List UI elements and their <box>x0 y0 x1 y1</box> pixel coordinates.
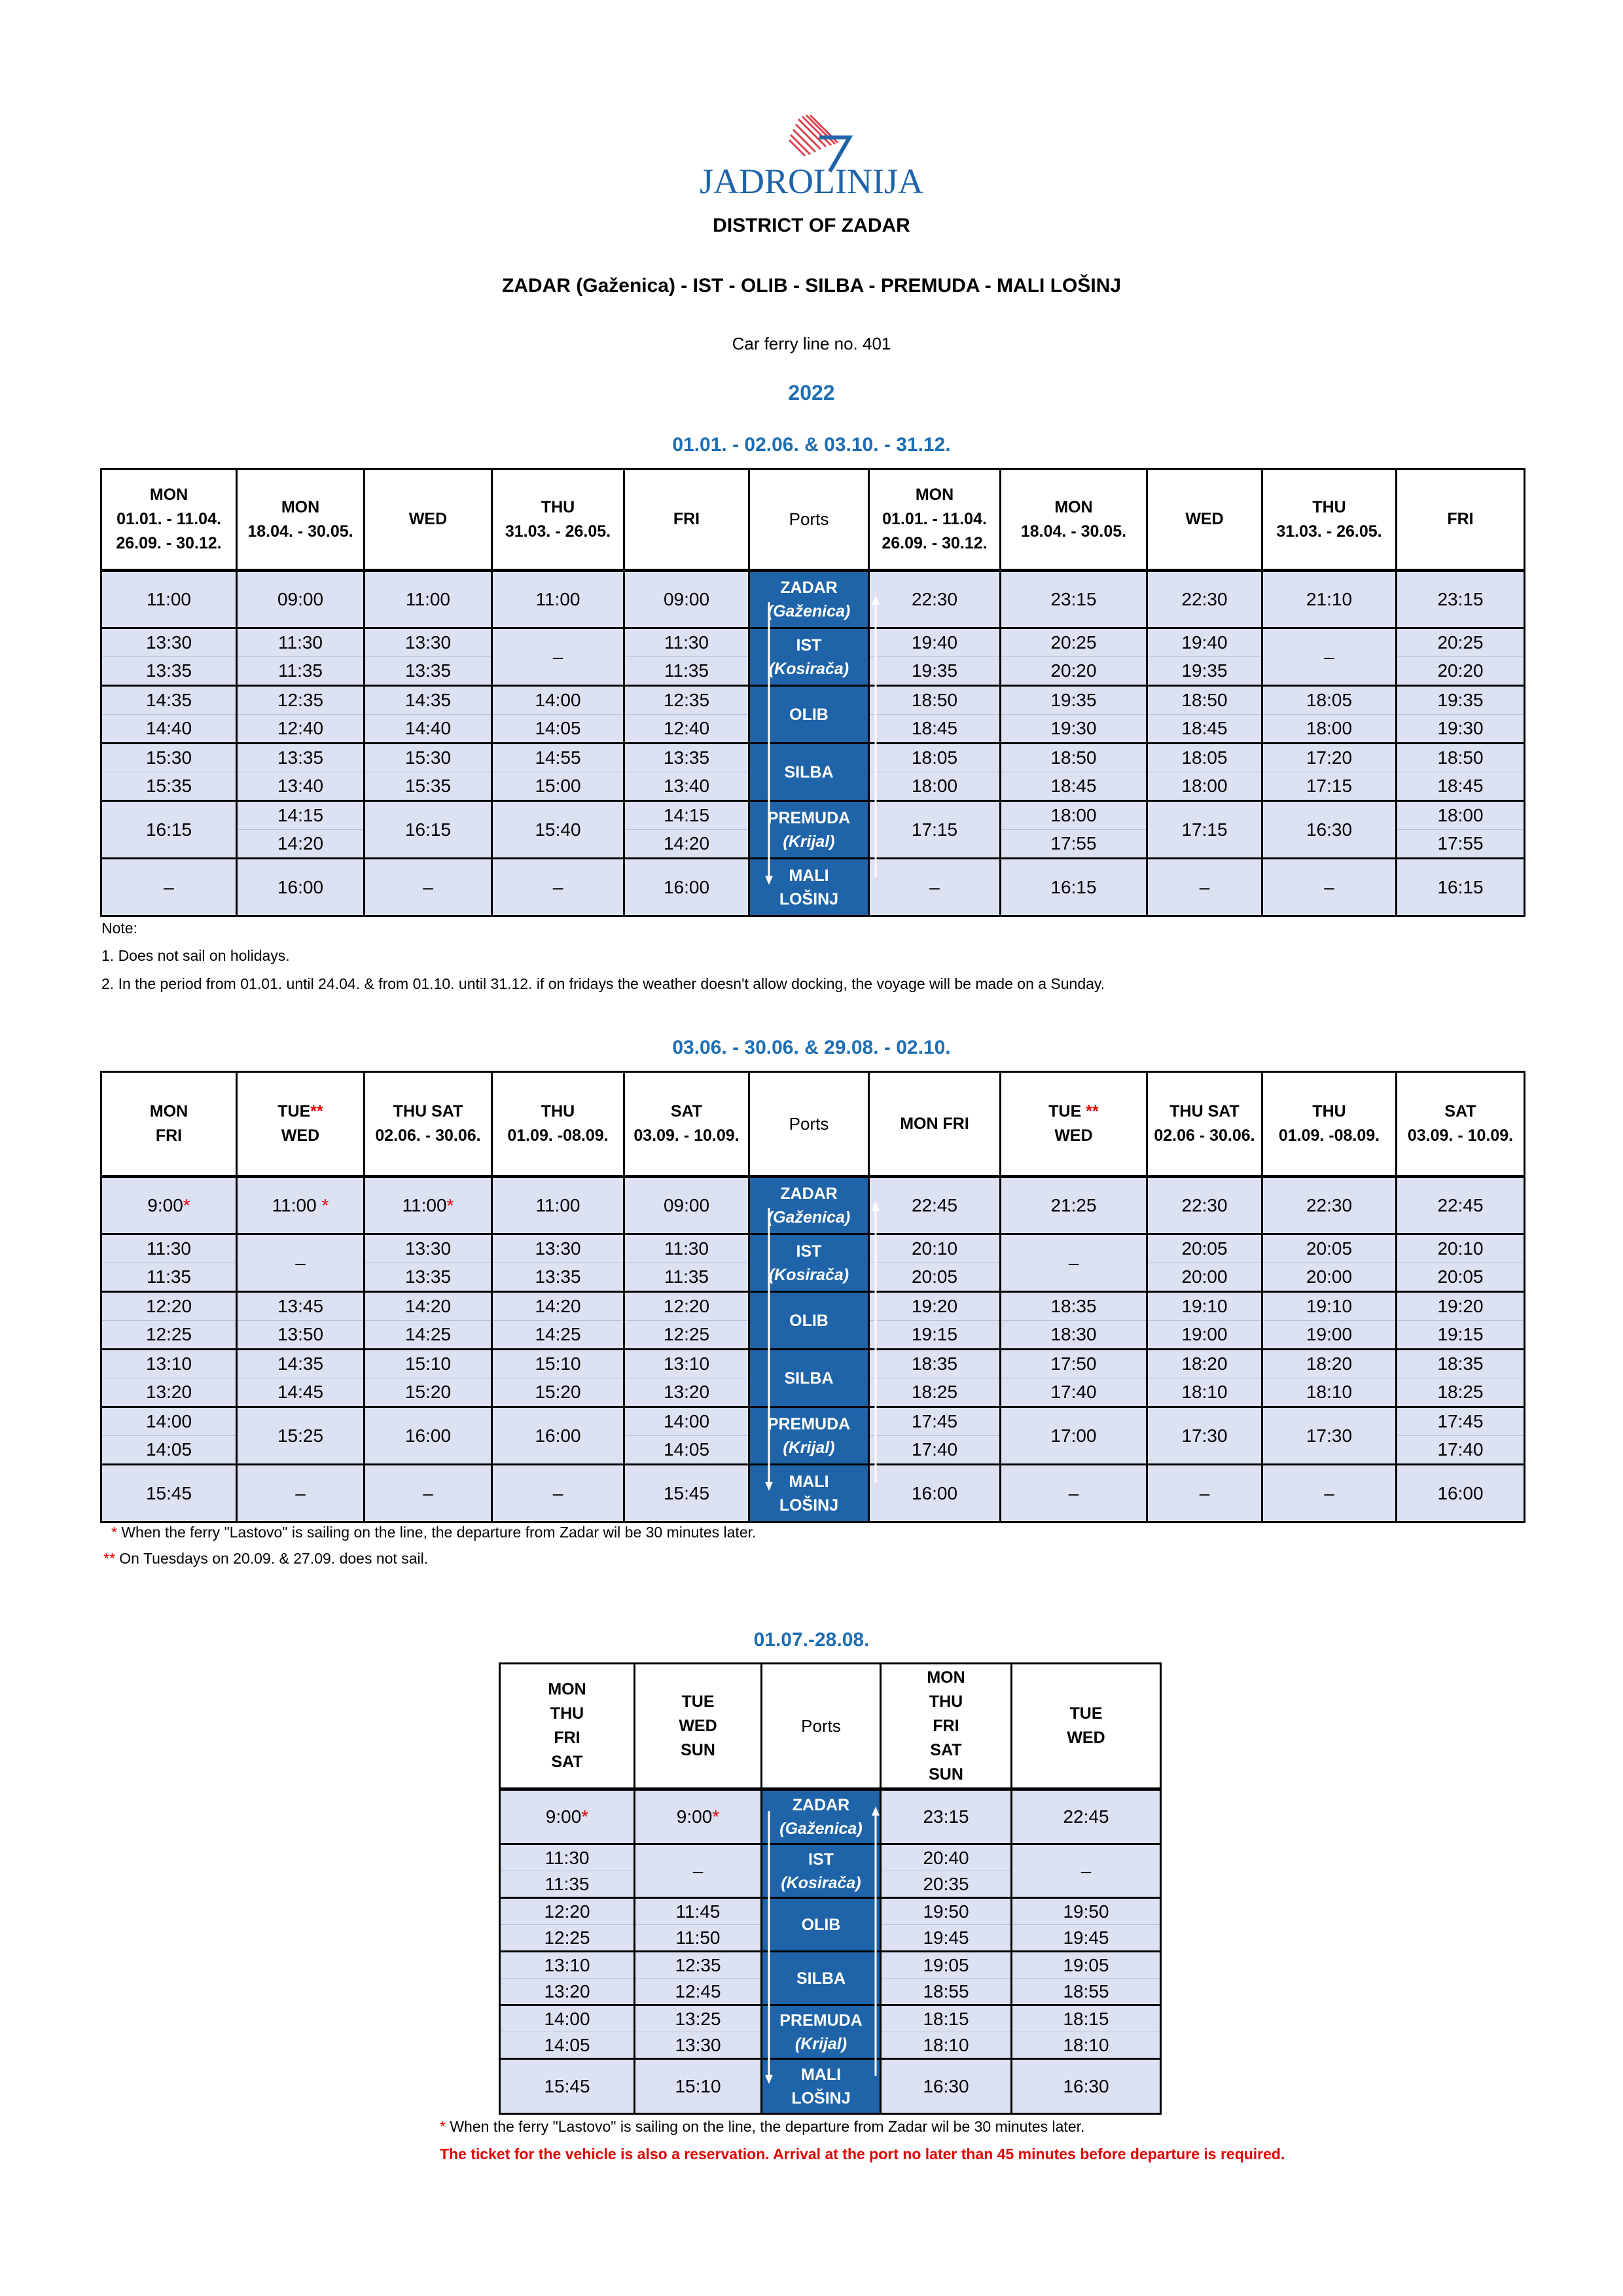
time-cell: 13:40 <box>237 772 365 801</box>
time-cell: 14:25 <box>492 1321 624 1350</box>
down-arrowhead <box>765 2075 773 2084</box>
time-cell: 09:00 <box>237 571 365 628</box>
col-header: WED <box>365 469 492 571</box>
time-cell: 20:40 <box>881 1844 1012 1871</box>
time-cell: 15:45 <box>500 2059 635 2114</box>
time-cell: 18:45 <box>869 715 1001 744</box>
col-header: WED <box>1147 469 1262 571</box>
col-header: THU 01.09. -08.09. <box>492 1072 624 1177</box>
time-cell: 17:30 <box>1262 1407 1397 1465</box>
time-cell: 20:20 <box>1001 657 1147 686</box>
time-cell: 15:25 <box>237 1407 365 1465</box>
port-silba: SILBA <box>749 744 869 801</box>
time-cell: 19:30 <box>1001 715 1147 744</box>
time-cell: – <box>1147 1465 1262 1522</box>
port-silba: SILBA <box>749 1350 869 1407</box>
t2-period: 03.06. - 30.06. & 29.08. - 02.10. <box>672 1037 951 1058</box>
time-cell: 18:05 <box>1147 744 1262 772</box>
time-cell: 19:05 <box>881 1952 1012 1979</box>
time-cell: 13:35 <box>237 744 365 772</box>
time-cell: 11:00 <box>492 571 624 628</box>
time-cell: 11:00 * <box>237 1177 365 1234</box>
time-cell: 21:25 <box>1001 1177 1147 1234</box>
time-cell: 17:30 <box>1147 1407 1262 1465</box>
time-cell: 17:50 <box>1001 1350 1147 1378</box>
time-cell: 11:00 <box>101 571 237 628</box>
time-cell: 13:10 <box>624 1350 749 1378</box>
time-cell: 15:20 <box>492 1378 624 1407</box>
up-arrowhead <box>872 1806 880 1816</box>
time-cell: 18:05 <box>869 744 1001 772</box>
time-cell: 22:30 <box>1262 1177 1397 1234</box>
time-cell: 18:50 <box>1397 744 1525 772</box>
time-cell: 23:15 <box>1001 571 1147 628</box>
time-cell: – <box>365 1465 492 1522</box>
t2-note-2: ** On Tuesdays on 20.09. & 27.09. does not sail. <box>103 1550 429 1567</box>
time-cell: 15:10 <box>365 1350 492 1378</box>
time-cell: 11:35 <box>237 657 365 686</box>
time-cell: 19:15 <box>869 1321 1001 1350</box>
time-cell: 19:15 <box>1397 1321 1525 1350</box>
time-cell: – <box>237 1465 365 1522</box>
down-arrowhead <box>765 876 773 885</box>
time-cell: 12:25 <box>500 1925 635 1952</box>
time-cell: 12:20 <box>624 1292 749 1321</box>
time-cell: 18:20 <box>1147 1350 1262 1378</box>
port-mali-losinj: MALI LOŠINJ <box>762 2059 881 2114</box>
time-cell: 12:40 <box>624 715 749 744</box>
time-cell: 13:30 <box>635 2032 762 2059</box>
time-cell: 18:00 <box>1001 801 1147 830</box>
time-cell: 13:20 <box>624 1378 749 1407</box>
col-header: TUE ** WED <box>1001 1072 1147 1177</box>
col-header: TUE WED <box>1012 1664 1161 1789</box>
up-arrowhead <box>872 1202 880 1211</box>
time-cell: 16:00 <box>624 859 749 916</box>
time-cell: 16:00 <box>237 859 365 916</box>
port-premuda: PREMUDA (Krijal) <box>762 2005 881 2059</box>
time-cell: 19:40 <box>869 628 1001 657</box>
direction-arrows <box>760 1801 885 2089</box>
time-cell: 11:35 <box>624 657 749 686</box>
time-cell: 11:00 <box>365 571 492 628</box>
time-cell: 12:25 <box>624 1321 749 1350</box>
time-cell: – <box>1262 628 1397 686</box>
header-row <box>500 1664 1161 1789</box>
time-cell: 20:05 <box>869 1263 1001 1292</box>
time-cell: 18:35 <box>869 1350 1001 1378</box>
time-cell: 18:00 <box>869 772 1001 801</box>
time-cell: 11:35 <box>500 1871 635 1898</box>
time-cell: 11:30 <box>101 1234 237 1263</box>
time-cell: 13:35 <box>365 1263 492 1292</box>
time-cell: 16:00 <box>869 1465 1001 1522</box>
time-cell: 19:35 <box>1001 686 1147 715</box>
time-cell: 13:10 <box>101 1350 237 1378</box>
time-cell: 18:15 <box>881 2005 1012 2032</box>
time-cell: 13:30 <box>365 1234 492 1263</box>
time-cell: 14:20 <box>365 1292 492 1321</box>
time-cell: 16:15 <box>365 801 492 859</box>
time-cell: 19:30 <box>1397 715 1525 744</box>
time-cell: 15:20 <box>365 1378 492 1407</box>
col-header: MON THU FRI SAT SUN <box>881 1664 1012 1789</box>
time-cell: 23:15 <box>1397 571 1525 628</box>
ports-header: Ports <box>749 469 869 571</box>
time-cell: 17:15 <box>869 801 1001 859</box>
time-cell: 15:30 <box>101 744 237 772</box>
time-cell: 11:35 <box>101 1263 237 1292</box>
time-cell: 13:30 <box>492 1234 624 1263</box>
time-cell: – <box>635 1844 762 1898</box>
time-cell: 9:00* <box>101 1177 237 1234</box>
col-header: FRI <box>624 469 749 571</box>
time-cell: 19:45 <box>881 1925 1012 1952</box>
time-cell: 18:50 <box>869 686 1001 715</box>
time-cell: 11:30 <box>237 628 365 657</box>
time-cell: 17:45 <box>869 1407 1001 1436</box>
time-cell: 14:35 <box>101 686 237 715</box>
time-cell: – <box>1262 1465 1397 1522</box>
time-cell: 19:10 <box>1262 1292 1397 1321</box>
time-cell: 13:20 <box>500 1979 635 2005</box>
time-cell: 14:40 <box>101 715 237 744</box>
time-cell: 19:35 <box>1147 657 1262 686</box>
time-cell: – <box>1001 1234 1147 1292</box>
col-header: THU 01.09. -08.09. <box>1262 1072 1397 1177</box>
port-ist: IST (Kosirača) <box>762 1844 881 1898</box>
district-title: DISTRICT OF ZADAR <box>713 215 910 236</box>
time-cell: 18:45 <box>1147 715 1262 744</box>
t3-period: 01.07.-28.08. <box>753 1629 870 1651</box>
col-header: FRI <box>1397 469 1525 571</box>
route-title: ZADAR (Gaženica) - IST - OLIB - SILBA - PREMUDA - MALI LOŠINJ <box>501 275 1122 296</box>
time-cell: 17:20 <box>1262 744 1397 772</box>
time-cell: 16:15 <box>1001 859 1147 916</box>
time-cell: 19:40 <box>1147 628 1262 657</box>
direction-arrows <box>760 589 885 890</box>
col-header: MON 01.01. - 11.04. 26.09. - 30.12. <box>101 469 237 571</box>
direction-arrows <box>760 1195 885 1496</box>
port-zadar: ZADAR (Gaženica) <box>762 1789 881 1844</box>
ports-header: Ports <box>762 1664 881 1789</box>
port-premuda: PREMUDA (Krijal) <box>749 801 869 859</box>
port-olib: OLIB <box>749 1292 869 1350</box>
col-header: MON 18.04. - 30.05. <box>1001 469 1147 571</box>
time-cell: 17:40 <box>869 1436 1001 1465</box>
time-cell: 14:15 <box>237 801 365 830</box>
time-cell: 20:35 <box>881 1871 1012 1898</box>
up-arrowhead <box>872 596 880 605</box>
time-cell: 22:45 <box>1012 1789 1161 1844</box>
logo-text: JADROLINIJA <box>700 162 923 201</box>
time-cell: 13:40 <box>624 772 749 801</box>
time-cell: 09:00 <box>624 571 749 628</box>
time-cell: – <box>1262 859 1397 916</box>
time-cell: 18:10 <box>1012 2032 1161 2059</box>
time-cell: 13:30 <box>365 628 492 657</box>
time-cell: 20:05 <box>1397 1263 1525 1292</box>
time-cell: 18:45 <box>1001 772 1147 801</box>
time-cell: 18:10 <box>881 2032 1012 2059</box>
port-olib: OLIB <box>762 1898 881 1952</box>
time-cell: – <box>237 1234 365 1292</box>
time-cell: 20:10 <box>1397 1234 1525 1263</box>
time-cell: 14:00 <box>500 2005 635 2032</box>
time-cell: – <box>1012 1844 1161 1898</box>
time-cell: 16:00 <box>492 1407 624 1465</box>
time-cell: 19:50 <box>1012 1898 1161 1925</box>
time-cell: – <box>1147 859 1262 916</box>
time-cell: 20:05 <box>1147 1234 1262 1263</box>
time-cell: 20:25 <box>1397 628 1525 657</box>
port-zadar: ZADAR (Gaženica) <box>749 571 869 628</box>
time-cell: 16:00 <box>1397 1465 1525 1522</box>
time-cell: 15:10 <box>635 2059 762 2114</box>
time-cell: 11:00* <box>365 1177 492 1234</box>
time-cell: 21:10 <box>1262 571 1397 628</box>
col-header: TUE** WED <box>237 1072 365 1177</box>
time-cell: 16:15 <box>1397 859 1525 916</box>
time-cell: 11:45 <box>635 1898 762 1925</box>
time-cell: 20:20 <box>1397 657 1525 686</box>
time-cell: 14:20 <box>624 830 749 859</box>
time-cell: 18:00 <box>1147 772 1262 801</box>
time-cell: 16:15 <box>101 801 237 859</box>
time-cell: 17:45 <box>1397 1407 1525 1436</box>
year: 2022 <box>788 381 835 404</box>
time-cell: 12:25 <box>101 1321 237 1350</box>
time-cell: 14:35 <box>237 1350 365 1378</box>
time-cell: 15:00 <box>492 772 624 801</box>
time-cell: 19:35 <box>1397 686 1525 715</box>
time-cell: 18:45 <box>1397 772 1525 801</box>
time-cell: 22:45 <box>869 1177 1001 1234</box>
col-header: MON FRI <box>101 1072 237 1177</box>
time-cell: 17:15 <box>1147 801 1262 859</box>
time-cell: 11:00 <box>492 1177 624 1234</box>
header-row <box>101 469 1525 571</box>
time-cell: 19:50 <box>881 1898 1012 1925</box>
port-zadar: ZADAR (Gaženica) <box>749 1177 869 1234</box>
port-premuda: PREMUDA (Krijal) <box>749 1407 869 1465</box>
time-cell: 13:35 <box>624 744 749 772</box>
time-cell: 14:00 <box>624 1407 749 1436</box>
time-cell: 17:15 <box>1262 772 1397 801</box>
col-header: MON 01.01. - 11.04. 26.09. - 30.12. <box>869 469 1001 571</box>
reservation-warning: The ticket for the vehicle is also a reservation. Arrival at the port no later than 45 minutes before departure is required. <box>440 2145 1285 2162</box>
time-cell: 14:35 <box>365 686 492 715</box>
time-cell: 14:55 <box>492 744 624 772</box>
time-cell: 16:30 <box>881 2059 1012 2114</box>
t1-note-1: 1. Does not sail on holidays. <box>101 947 290 964</box>
time-cell: 17:00 <box>1001 1407 1147 1465</box>
time-cell: 19:20 <box>1397 1292 1525 1321</box>
time-cell: 18:05 <box>1262 686 1397 715</box>
time-cell: – <box>869 859 1001 916</box>
time-cell: 14:05 <box>101 1436 237 1465</box>
jadrolinija-logo <box>0 111 1623 216</box>
time-cell: 14:15 <box>624 801 749 830</box>
col-header: MON 18.04. - 30.05. <box>237 469 365 571</box>
time-cell: 20:25 <box>1001 628 1147 657</box>
time-cell: 15:40 <box>492 801 624 859</box>
time-cell: 14:00 <box>492 686 624 715</box>
time-cell: 20:05 <box>1262 1234 1397 1263</box>
time-cell: 19:10 <box>1147 1292 1262 1321</box>
time-cell: 15:35 <box>101 772 237 801</box>
time-cell: – <box>492 1465 624 1522</box>
t2-note-1: * When the ferry "Lastovo" is sailing on the line, the departure from Zadar wil be 30 minutes later. <box>111 1524 757 1541</box>
time-cell: 15:30 <box>365 744 492 772</box>
col-header: MON THU FRI SAT <box>500 1664 635 1789</box>
time-cell: 14:20 <box>492 1292 624 1321</box>
time-cell: – <box>492 628 624 686</box>
time-cell: – <box>492 859 624 916</box>
time-cell: 14:05 <box>624 1436 749 1465</box>
time-cell: 18:00 <box>1397 801 1525 830</box>
time-cell: 18:15 <box>1012 2005 1161 2032</box>
port-ist: IST (Kosirača) <box>749 1234 869 1292</box>
down-arrowhead <box>765 1482 773 1491</box>
time-cell: 19:00 <box>1262 1321 1397 1350</box>
time-cell: 23:15 <box>881 1789 1012 1844</box>
time-cell: 22:30 <box>1147 571 1262 628</box>
col-header: THU 31.03. - 26.05. <box>492 469 624 571</box>
time-cell: 19:35 <box>869 657 1001 686</box>
time-cell: 18:35 <box>1001 1292 1147 1321</box>
time-cell: 11:30 <box>500 1844 635 1871</box>
time-cell: 22:30 <box>1147 1177 1262 1234</box>
time-cell: 17:55 <box>1397 830 1525 859</box>
time-cell: 14:05 <box>500 2032 635 2059</box>
time-cell: 17:40 <box>1397 1436 1525 1465</box>
time-cell: 18:30 <box>1001 1321 1147 1350</box>
time-cell: 19:05 <box>1012 1952 1161 1979</box>
time-cell: 12:40 <box>237 715 365 744</box>
time-cell: 14:05 <box>492 715 624 744</box>
time-cell: 13:45 <box>237 1292 365 1321</box>
t1-note-title: Note: <box>101 920 137 937</box>
time-cell: 12:20 <box>101 1292 237 1321</box>
time-cell: 13:20 <box>101 1378 237 1407</box>
time-cell: 13:35 <box>492 1263 624 1292</box>
time-cell: 13:50 <box>237 1321 365 1350</box>
col-header: THU SAT 02.06. - 30.06. <box>365 1072 492 1177</box>
time-cell: 9:00* <box>635 1789 762 1844</box>
time-cell: 18:55 <box>881 1979 1012 2005</box>
time-cell: 18:50 <box>1001 744 1147 772</box>
port-olib: OLIB <box>749 686 869 744</box>
time-cell: 11:50 <box>635 1925 762 1952</box>
col-header: THU SAT 02.06 - 30.06. <box>1147 1072 1262 1177</box>
col-header: MON FRI <box>869 1072 1001 1177</box>
time-cell: 20:10 <box>869 1234 1001 1263</box>
time-cell: 12:20 <box>500 1898 635 1925</box>
time-cell: – <box>1001 1465 1147 1522</box>
time-cell: 12:35 <box>237 686 365 715</box>
time-cell: 16:30 <box>1262 801 1397 859</box>
time-cell: 12:35 <box>624 686 749 715</box>
time-cell: 18:10 <box>1262 1378 1397 1407</box>
col-header: SAT 03.09. - 10.09. <box>624 1072 749 1177</box>
time-cell: 20:00 <box>1262 1263 1397 1292</box>
time-cell: 19:45 <box>1012 1925 1161 1952</box>
time-cell: 15:10 <box>492 1350 624 1378</box>
time-cell: 18:25 <box>869 1378 1001 1407</box>
line-number: Car ferry line no. 401 <box>732 334 891 353</box>
time-cell: 14:25 <box>365 1321 492 1350</box>
port-silba: SILBA <box>762 1952 881 2005</box>
jadrolinija-emblem <box>674 111 949 203</box>
time-cell: 18:10 <box>1147 1378 1262 1407</box>
time-cell: 13:25 <box>635 2005 762 2032</box>
time-cell: 18:00 <box>1262 715 1397 744</box>
time-cell: 11:35 <box>624 1263 749 1292</box>
time-cell: 19:00 <box>1147 1321 1262 1350</box>
time-cell: – <box>101 859 237 916</box>
time-cell: 14:20 <box>237 830 365 859</box>
time-cell: 14:40 <box>365 715 492 744</box>
time-cell: 18:35 <box>1397 1350 1525 1378</box>
t3-note: * When the ferry "Lastovo" is sailing on the line, the departure from Zadar wil be 30 minutes later. <box>440 2118 1085 2135</box>
time-cell: 18:20 <box>1262 1350 1397 1378</box>
col-header: TUE WED SUN <box>635 1664 762 1789</box>
time-cell: 12:35 <box>635 1952 762 1979</box>
time-cell: 13:30 <box>101 628 237 657</box>
t1-note-2: 2. In the period from 01.01. until 24.04. & from 01.10. until 31.12. if on fridays the weather doesn't allow docking, the voyage will be made on a Sunday. <box>101 975 1105 992</box>
time-cell: – <box>365 859 492 916</box>
t1-period: 01.01. - 02.06. & 03.10. - 31.12. <box>672 434 951 456</box>
time-cell: 11:30 <box>624 628 749 657</box>
time-cell: 13:35 <box>101 657 237 686</box>
header-row <box>101 1072 1525 1177</box>
time-cell: 11:30 <box>624 1234 749 1263</box>
time-cell: 13:10 <box>500 1952 635 1979</box>
time-cell: 17:40 <box>1001 1378 1147 1407</box>
time-cell: 16:00 <box>365 1407 492 1465</box>
time-cell: 18:55 <box>1012 1979 1161 2005</box>
time-cell: 16:30 <box>1012 2059 1161 2114</box>
port-mali-losinj: MALI LOŠINJ <box>749 859 869 916</box>
time-cell: 15:35 <box>365 772 492 801</box>
time-cell: 15:45 <box>624 1465 749 1522</box>
time-cell: 13:35 <box>365 657 492 686</box>
time-cell: 18:25 <box>1397 1378 1525 1407</box>
port-ist: IST (Kosirača) <box>749 628 869 686</box>
ports-header: Ports <box>749 1072 869 1177</box>
time-cell: 18:50 <box>1147 686 1262 715</box>
time-cell: 22:30 <box>869 571 1001 628</box>
time-cell: 14:00 <box>101 1407 237 1436</box>
port-mali-losinj: MALI LOŠINJ <box>749 1465 869 1522</box>
time-cell: 15:45 <box>101 1465 237 1522</box>
time-cell: 9:00* <box>500 1789 635 1844</box>
col-header: SAT 03.09. - 10.09. <box>1397 1072 1525 1177</box>
time-cell: 17:55 <box>1001 830 1147 859</box>
col-header: THU 31.03. - 26.05. <box>1262 469 1397 571</box>
time-cell: 09:00 <box>624 1177 749 1234</box>
time-cell: 19:20 <box>869 1292 1001 1321</box>
time-cell: 22:45 <box>1397 1177 1525 1234</box>
time-cell: 14:45 <box>237 1378 365 1407</box>
time-cell: 20:00 <box>1147 1263 1262 1292</box>
time-cell: 12:45 <box>635 1979 762 2005</box>
